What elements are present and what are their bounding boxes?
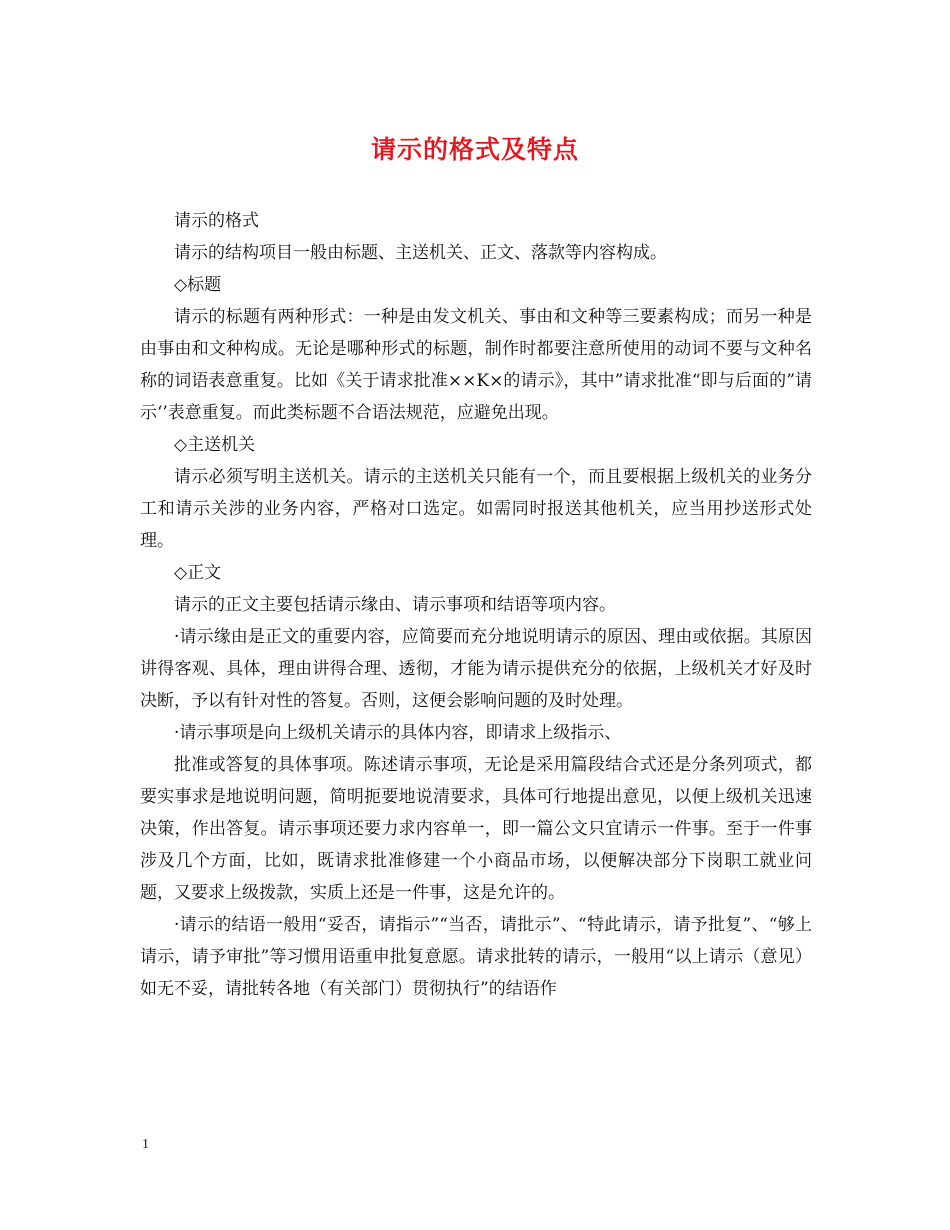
paragraph-format-heading: 请示的格式 [174,211,259,231]
paragraph-structure-intro: 请示的结构项目一般由标题、主送机关、正文、落款等内容构成。 [174,243,667,263]
page-number: 1 [142,1137,149,1152]
paragraph-matters-detail: 批准或答复的具体事项。陈述请示事项，无论是采用篇段结合式还是分条列项式，都要实事求是地说明问题，简明扼要地说清要求，具体可行地提出意见，以便上级机关迅速决策，作出答复。请示事项还要力求内容单一，即一篇公文只宜请示一件事。至于一件事涉及几个方面，比如，既请求批准修建一个小商品市场，以便解决部分下岗职工就业问题，又要求上级拨款，实质上还是一件事，这是允许的。 [140,755,812,903]
section-heading-recipient: ◇主送机关 [174,435,256,455]
document-title: 请示的格式及特点 [370,135,579,164]
document-body [140,205,812,1005]
paragraph-recipient: 请示必须写明主送机关。请示的主送机关只能有一个，而且要根据上级机关的业务分工和请示关涉的业务内容，严格对口选定。如需同时报送其他机关，应当用抄送形式处理。 [140,467,812,551]
paragraph-reason: ·请示缘由是正文的重要内容，应简要而充分地说明请示的原因、理由或依据。其原因讲得客观、具体，理由讲得合理、透彻，才能为请示提供充分的依据，上级机关才好及时决断，予以有针对性的答复。否则，这便会影响问题的及时处理。 [140,627,812,711]
paragraph-matters-start: ·请示事项是向上级机关请示的具体内容，即请求上级指示、 [174,723,622,743]
section-heading-body: ◇正文 [174,563,222,583]
paragraph-closing: ·请示的结语一般用“妥否，请指示”“当否，请批示”、“特此请示，请予批复”、“够上请示，请予审批”等习惯用语重申批复意愿。请求批转的请示，一般用“以上请示（意见）如无不妥，请批转各地（有关部门）贯彻执行”的结语作 [140,915,812,999]
paragraph-title-forms: 请示的标题有两种形式：一种是由发文机关、事由和文种等三要素构成；而另一种是由事由和文种构成。无论是哪种形式的标题，制作时都要注意所使用的动词不要与文种名称的词语表意重复。比如《关于请求批准××K×的请示》，其中”请求批准“即与后面的”请示‘’表意重复。而此类标题不合语法规范，应避免出现。 [140,307,812,423]
section-heading-title: ◇标题 [174,275,222,295]
paragraph-body-intro: 请示的正文主要包括请示缘由、请示事项和结语等项内容。 [174,595,616,615]
